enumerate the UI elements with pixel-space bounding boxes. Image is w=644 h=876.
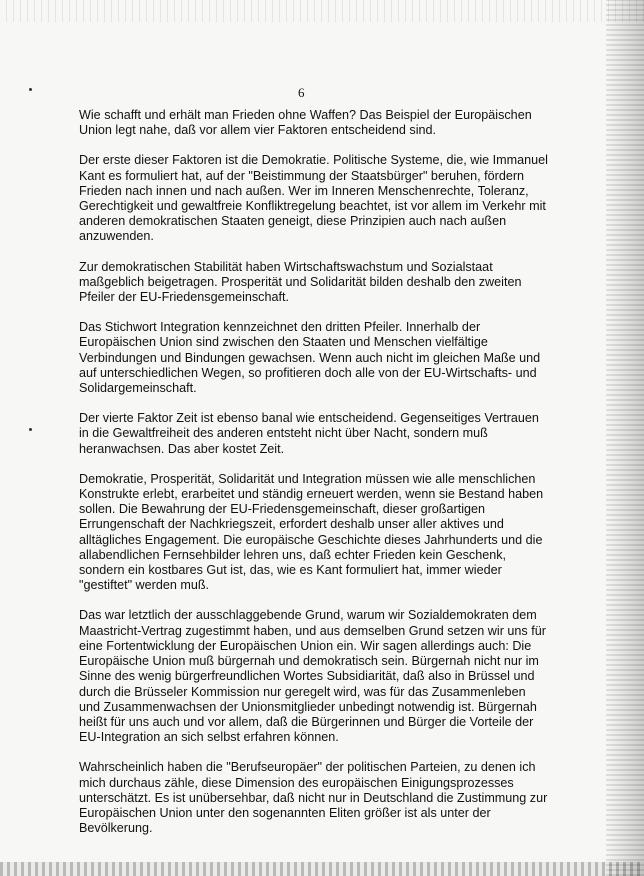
paragraph: Wie schafft und erhält man Frieden ohne Waffen? Das Beispiel der Europäischen Union legt nahe, daß vor allem vier Faktoren entscheidend sind. [79,108,532,138]
scan-artifact-top-edge [0,0,644,22]
scan-artifact-bottom-edge [0,862,644,876]
paragraph: Wahrscheinlich haben die "Berufseuropäer" der politischen Parteien, zu denen ich mich durchaus zähle, diese Dimension des europäischen Einigungsprozesses unterschätzt. Es ist unübersehbar, daß nicht nur in Deutschland die Zustimmung zur Europäischen Union unter den sogenannten Eliten größer ist als unter der Bevölkerung. [79,760,548,836]
paragraph: Das war letztlich der ausschlaggebende Grund, warum wir Sozialdemokraten dem Maastricht-Vertrag zugestimmt haben, und aus demselben Grund setzen wir uns für eine Fortentwicklung der Europäischen Union ein. Wir sagen allerdings auch: Die Europäische Union muß bürgernah und demokratisch sein. Bürgernah nicht nur im Sinne des wenig bürgerfreundlichen Wortes Subsidiarität, daß also in Brüssel und durch die Brüsseler Kommission nur geregelt wird, was für das Zusammenleben und Zusammenwachsen der Unionsmitglieder unbedingt notwendig ist. Bürgernah heißt für uns auch und vor allem, daß die Bürgerinnen und Bürger die Vorteile der EU-Integration an sich selbst erfahren können. [79,608,546,745]
scan-speck [29,88,32,91]
body-text [79,108,549,836]
paragraph: Das Stichwort Integration kennzeichnet den dritten Pfeiler. Innerhalb der Europäischen Union sind zwischen den Staaten und Menschen vielfältige Verbindungen und Bindungen gewachsen. Wenn auch nicht im gleichen Maße und auf unterschiedlichen Wegen, so profitieren doch alle von der EU-Wirtschafts- und Solidargemeinschaft. [79,320,541,396]
paragraph: Zur demokratischen Stabilität haben Wirtschaftswachstum und Sozialstaat maßgeblich beigetragen. Prosperität und Solidarität bilden deshalb den zweiten Pfeiler der EU-Friedensgemeinschaft. [79,259,522,305]
paragraph: Der erste dieser Faktoren ist die Demokratie. Politische Systeme, die, wie Immanuel Kant es formuliert hat, auf der "Beistimmung der Staatsbürger" beruhen, fördern Frieden nach innen und nach außen. Wer im Inneren Menschenrechte, Toleranz, Gerechtigkeit und gewaltfreie Konfliktregelung beachtet, ist vor allem im Verkehr mit anderen demokratischen Staaten geneigt, diese Prinzipien auch nach außen anzuwenden. [79,153,548,244]
paragraph: Der vierte Faktor Zeit ist ebenso banal wie entscheidend. Gegenseitiges Vertrauen in die Gewaltfreiheit des anderen entsteht nicht über Nacht, sondern muß heranwachsen. Das aber kostet Zeit. [79,411,539,456]
page-number: 6 [298,85,305,100]
scan-artifact-right-edge [606,0,644,876]
scan-speck [29,428,32,431]
paragraph: Demokratie, Prosperität, Solidarität und Integration müssen wie alle menschlichen Konstrukte erlebt, erarbeitet und ständig erneuert werden, wenn sie Bestand haben sollen. Die Bewahrung der EU-Friedensgemeinschaft, dieser großartigen Errungenschaft der Nachkriegszeit, erfordert deshalb unser aller aktives und alltägliches Engagement. Die europäische Geschichte dieses Jahrhunderts und die allabendlichen Fernsehbilder lehren uns, daß echter Frieden kein Geschenk, sondern ein kostbares Gut ist, das, wie es Kant formuliert hat, immer wieder "gestiftet" werden muß. [79,471,544,593]
